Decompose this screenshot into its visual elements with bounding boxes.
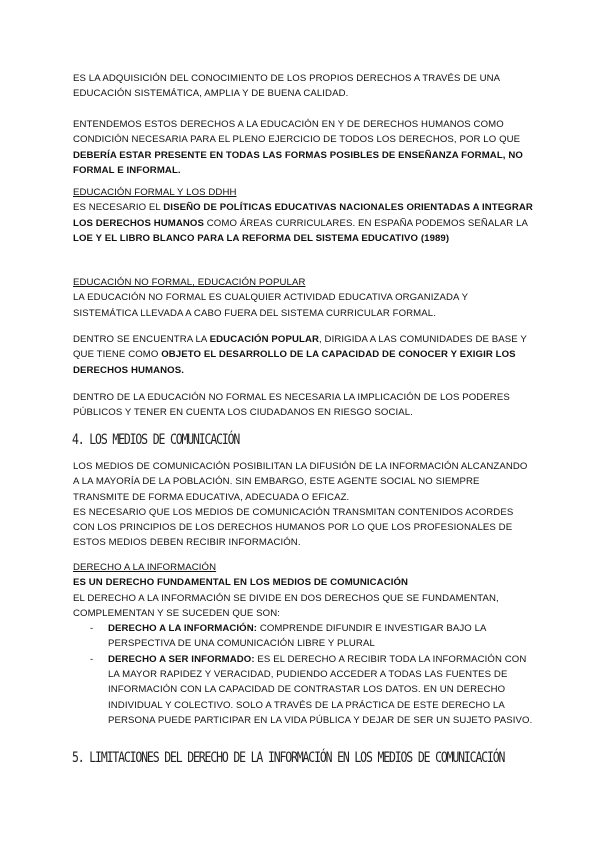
derechos-bold: DEBERÍA ESTAR PRESENTE EN TODAS LAS FORMAS POSIBLES DE ENSEÑANZA FORMAL, NO FORMAL E INFORMAL. bbox=[73, 149, 523, 176]
medios-text-2: ES NECESARIO QUE LOS MEDIOS DE COMUNICACIÓN TRANSMITAN CONTENIDOS ACORDES CON LOS PRINCIPIOS DE LOS DERECHOS HUMANOS POR LO QUE LOS PROFESIONALES DE ESTOS MEDIOS DEBEN RECIBIR INFORMACIÓN. bbox=[73, 506, 514, 549]
derechos-paragraph bbox=[73, 117, 533, 178]
popular-text-c: , DIRIGIDA A LAS COMUNIDADES DE BASE Y QUE TIENE COMO bbox=[73, 334, 527, 361]
derecho-info-section bbox=[73, 560, 533, 728]
item-term: DERECHO A LA INFORMACIÓN: bbox=[108, 623, 258, 635]
dash-marker: - bbox=[90, 653, 94, 665]
noformal-section bbox=[73, 275, 533, 321]
popular-bold-d: OBJETO EL DESARROLLO DE LA CAPACIDAD DE CONOCER Y EXIGIR LOS DERECHOS HUMANOS. bbox=[73, 349, 516, 376]
popular-bold-b: EDUCACIÓN POPULAR bbox=[209, 334, 320, 345]
noformal-definition: LA EDUCACIÓN NO FORMAL ES CUALQUIER ACTIVIDAD EDUCATIVA ORGANIZADA Y SISTEMÁTICA LLEVADA A CABO FUERA DEL SISTEMA CURRICULAR FORMAL. bbox=[73, 292, 468, 319]
popular-text-a: DENTRO SE ENCUENTRA LA bbox=[73, 334, 210, 345]
noformal-heading: EDUCACIÓN NO FORMAL, EDUCACIÓN POPULAR bbox=[73, 277, 306, 288]
derecho-heading: DERECHO A LA INFORMACIÓN bbox=[73, 562, 217, 573]
popular-paragraph bbox=[73, 332, 533, 378]
intro-paragraph bbox=[73, 71, 533, 102]
item-text: COMPRENDE DIFUNDIR E INVESTIGAR BAJO LA PERSPECTIVA DE UNA COMUNICACIÓN LIBRE Y PLURAL bbox=[108, 623, 487, 650]
formal-heading: EDUCACIÓN FORMAL Y LOS DDHH bbox=[73, 187, 237, 198]
poderes-text: DENTRO DE LA EDUCACIÓN NO FORMAL ES NECESARIA LA IMPLICACIÓN DE LOS PODERES PÚBLICOS Y TENER EN CUENTA LOS CIUDADANOS EN RIESGO SOCIAL. bbox=[73, 392, 510, 419]
medios-text-1: LOS MEDIOS DE COMUNICACIÓN POSIBILITAN LA DIFUSIÓN DE LA INFORMACIÓN ALCANZANDO A LA MAYORÍA DE LA POBLACIÓN. SIN EMBARGO, ESTE AGENTE SOCIAL NO SIEMPRE TRANSMITE DE FORMA EDUCATIVA, ADECUADA O EFICAZ. bbox=[73, 461, 528, 503]
list-item bbox=[73, 652, 533, 728]
derecho-bold-line: ES UN DERECHO FUNDAMENTAL EN LOS MEDIOS DE COMUNICACIÓN bbox=[73, 577, 409, 589]
formal-section bbox=[73, 185, 533, 246]
formal-text-a: ES NECESARIO EL bbox=[73, 202, 164, 214]
formal-bold-d: LOE Y EL LIBRO BLANCO PARA LA REFORMA DEL SISTEMA EDUCATIVO (1989) bbox=[73, 232, 450, 244]
intro-text: ES LA ADQUISICIÓN DEL CONOCIMIENTO DE LOS PROPIOS DERECHOS A TRAVÉS DE UNA EDUCACIÓN SISTEMÁTICA, AMPLIA Y DE BUENA CALIDAD. bbox=[73, 73, 500, 100]
dash-marker: - bbox=[90, 623, 94, 635]
section-4-title: 4. LOS MEDIOS DE COMUNICACIÓN bbox=[72, 432, 240, 448]
derecho-intro: EL DERECHO A LA INFORMACIÓN SE DIVIDE EN DOS DERECHOS QUE SE FUNDAMENTAN, COMPLEMENTAN Y SE SUCEDEN QUE SON: bbox=[73, 592, 499, 619]
formal-bold-b: DISEÑO DE POLÍTICAS EDUCATIVAS NACIONALES ORIENTADAS A INTEGRAR LOS DERECHOS HUMANOS bbox=[73, 202, 533, 229]
poderes-paragraph bbox=[73, 390, 533, 421]
formal-text-c: COMO ÁREAS CURRICULARES. EN ESPAÑA PODEMOS SEÑALAR LA bbox=[204, 217, 528, 229]
derechos-list bbox=[73, 621, 533, 728]
item-term: DERECHO A SER INFORMADO: bbox=[108, 653, 255, 665]
list-item bbox=[73, 621, 533, 652]
section-5-title: 5. LIMITACIONES DEL DERECHO DE LA INFORMACIÓN EN LOS MEDIOS DE COMUNICACIÓN bbox=[72, 750, 505, 766]
medios-paragraph bbox=[73, 459, 533, 551]
derechos-text: ENTENDEMOS ESTOS DERECHOS A LA EDUCACIÓN EN Y DE DERECHOS HUMANOS COMO CONDICIÓN NECESARIA PARA EL PLENO EJERCICIO DE TODOS LOS DERECHOS, POR LO QUE bbox=[73, 119, 521, 146]
item-text: ES EL DERECHO A RECIBIR TODA LA INFORMACIÓN CON LA MAYOR RAPIDEZ Y VERACIDAD, PUDIENDO ACCEDER A TODAS LAS FUENTES DE INFORMACIÓN CON LA CAPACIDAD DE CONTRASTAR LOS DATOS. EN UN DERECHO INDIVIDUAL Y COLECTIVO. SOLO A TRAVÉS DE LA PRÁCTICA DE ESTE DERECHO LA PERSONA PUEDE PARTICIPAR EN LA VIDA PÚBLICA Y DEJAR DE SER UN SUJETO PASIVO. bbox=[108, 653, 533, 726]
